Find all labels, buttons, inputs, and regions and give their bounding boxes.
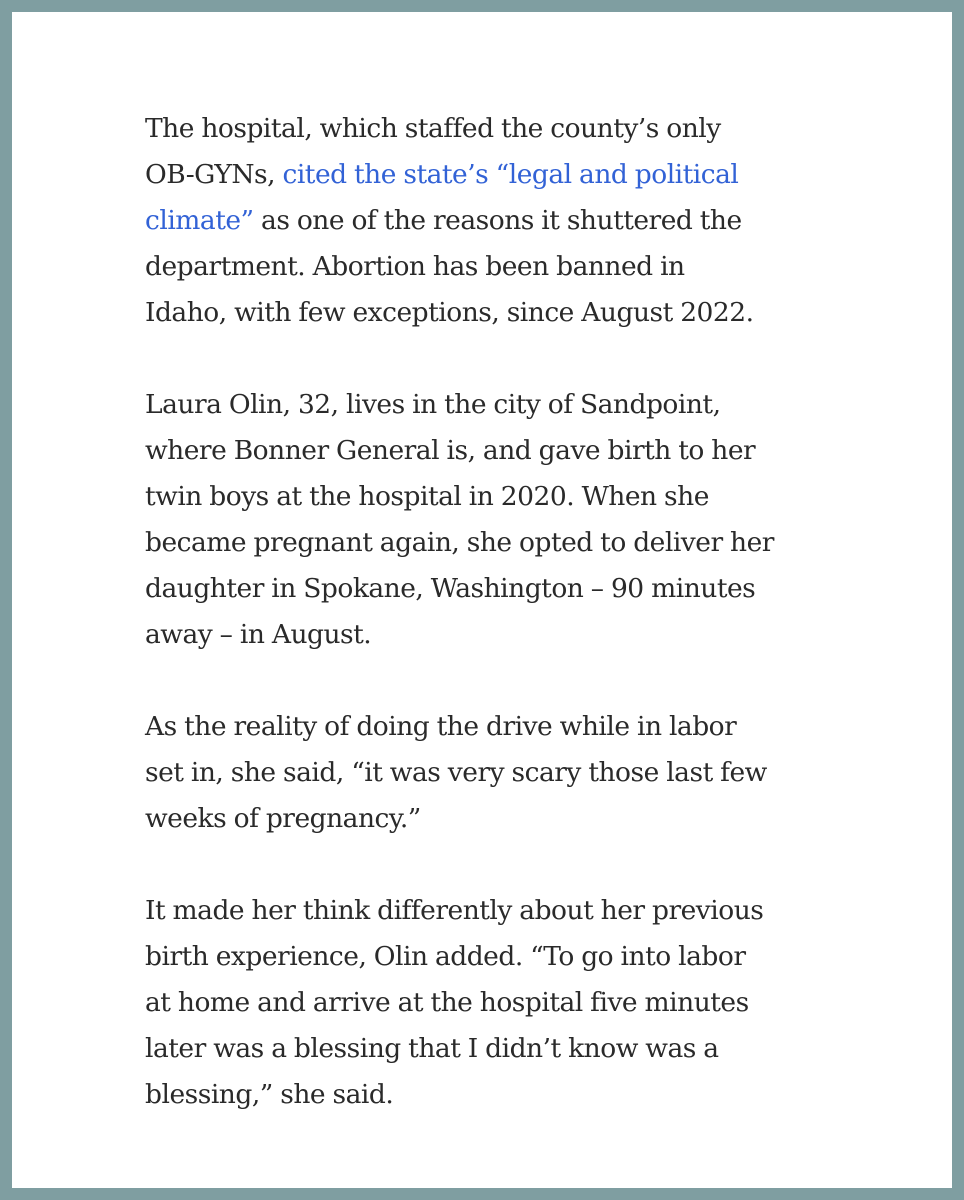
text-line: birth experience, Olin added. “To go into labor — [145, 941, 746, 972]
text-line: blessing,” she said. — [145, 1079, 394, 1110]
text-line: at home and arrive at the hospital five minutes — [145, 987, 749, 1018]
text-line: became pregnant again, she opted to deliver her — [145, 527, 774, 558]
legal-political-climate-link[interactable]: cited the state’s “legal and political — [282, 159, 739, 190]
paragraph-laura-olin — [145, 382, 845, 658]
text-line: Idaho, with few exceptions, since August 2022. — [145, 297, 754, 328]
text-line: twin boys at the hospital in 2020. When she — [145, 481, 709, 512]
text-line: set in, she said, “it was very scary those last few — [145, 757, 767, 788]
text-line: away – in August. — [145, 619, 372, 650]
paragraph-birth-experience — [145, 888, 845, 1118]
paragraph-drive-in-labor — [145, 704, 845, 842]
text-line: It made her think differently about her previous — [145, 895, 764, 926]
text-segment: OB-GYNs, — [145, 159, 283, 190]
text-line: The hospital, which staffed the county’s only — [145, 113, 721, 144]
legal-political-climate-link-continued[interactable]: climate” — [145, 205, 254, 236]
text-line — [145, 152, 845, 198]
text-line: later was a blessing that I didn’t know was a — [145, 1033, 719, 1064]
text-line: department. Abortion has been banned in — [145, 251, 685, 282]
text-line: As the reality of doing the drive while in labor — [145, 711, 737, 742]
paragraph-hospital-closure — [145, 106, 845, 336]
article-page — [12, 12, 952, 1188]
article-body — [145, 106, 845, 1164]
text-line: Laura Olin, 32, lives in the city of Sandpoint, — [145, 389, 721, 420]
text-line: where Bonner General is, and gave birth to her — [145, 435, 756, 466]
text-segment: as one of the reasons it shuttered the — [253, 205, 742, 236]
text-line: daughter in Spokane, Washington – 90 minutes — [145, 573, 756, 604]
text-line — [145, 198, 845, 244]
text-line: weeks of pregnancy.” — [145, 803, 421, 834]
